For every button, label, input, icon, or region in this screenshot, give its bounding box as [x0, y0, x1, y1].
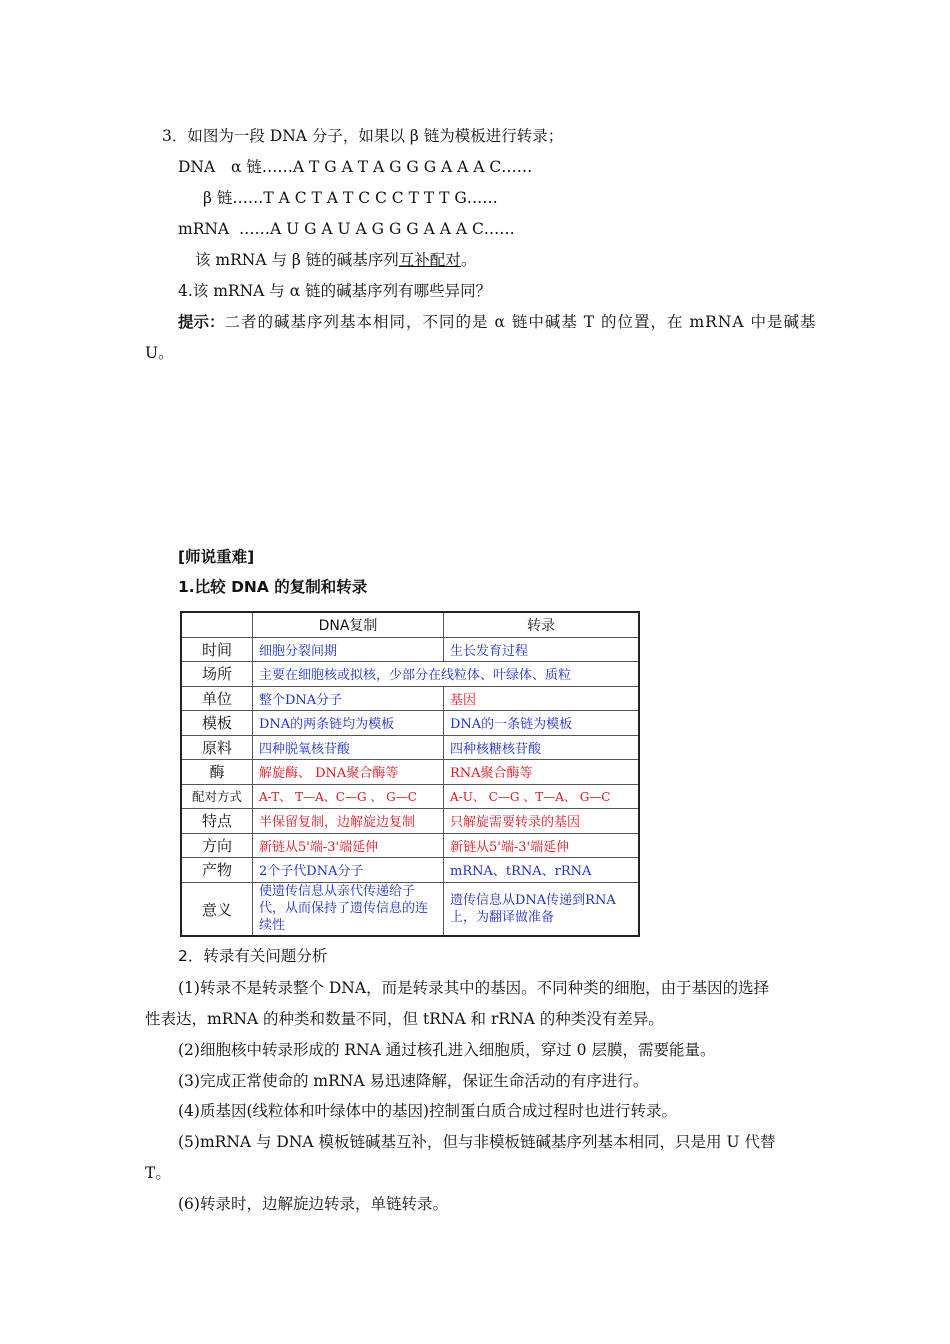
dna-label: DNA	[178, 158, 216, 176]
row-label: 原料	[181, 735, 253, 760]
table-row	[181, 809, 639, 834]
section-title: [师说重难]	[178, 548, 255, 566]
table-row	[181, 637, 639, 662]
point-1-line-1: (1)转录不是转录整个 DNA，而是转录其中的基因。不同种类的细胞，由于基因的选择	[178, 979, 770, 997]
comparison-heading: 1.比较 DNA 的复制和转录	[178, 578, 368, 596]
transcription-cell: 四种核糖核苷酸	[444, 735, 640, 760]
row-label: 方向	[181, 833, 253, 858]
pairing-answer: 互补配对	[398, 251, 461, 269]
dna-cell: 使遗传信息从亲代传递给子代，从而保持了遗传信息的连续性	[253, 882, 444, 936]
comparison-table	[180, 611, 640, 937]
row-label: 意义	[181, 882, 253, 936]
q4-hint	[178, 311, 817, 333]
point-5-line-1: (5)mRNA 与 DNA 模板链碱基互补，但与非模板链碱基序列基本相同，只是用 U 代替	[178, 1133, 776, 1151]
hint-label: 提示：	[178, 313, 225, 331]
transcription-cell: DNA的一条链为模板	[444, 711, 640, 736]
table-row	[181, 760, 639, 785]
beta-strand: β 链……T A C T A T C C C T T T G……	[203, 189, 498, 207]
dna-cell: A-T、 T—A、C—G 、 G—C	[253, 784, 444, 809]
table-row	[181, 711, 639, 736]
table-row	[181, 833, 639, 858]
pairing-suffix: 。	[460, 251, 477, 269]
transcription-cell: 遗传信息从DNA传递到RNA上，为翻译做准备	[444, 882, 640, 936]
q3-intro: 3．如图为一段 DNA 分子，如果以 β 链为模板进行转录；	[162, 127, 564, 145]
transcription-cell: 只解旋需要转录的基因	[444, 809, 640, 834]
row-label: 时间	[181, 637, 253, 662]
row-label: 特点	[181, 809, 253, 834]
row-label: 模板	[181, 711, 253, 736]
transcription-cell: 基因	[444, 686, 640, 711]
point-1-line-2: 性表达，mRNA 的种类和数量不同，但 tRNA 和 rRNA 的种类没有差异。	[145, 1010, 664, 1028]
row-label: 场所	[181, 662, 253, 687]
pairing-prefix: 该 mRNA 与 β 链的碱基序列	[195, 251, 399, 269]
table-row	[181, 735, 639, 760]
table-row	[181, 686, 639, 711]
dna-cell: 2个子代DNA分子	[253, 858, 444, 883]
dna-cell: 解旋酶、 DNA聚合酶等	[253, 760, 444, 785]
transcription-cell: 新链从5'端-3'端延伸	[444, 833, 640, 858]
row-label: 产物	[181, 858, 253, 883]
alpha-strand: α 链……A T G A T A G G G A A A C……	[231, 158, 533, 176]
table-row	[181, 882, 639, 936]
table-row	[181, 662, 639, 687]
point-5-line-2: T。	[145, 1164, 171, 1182]
row-label: 配对方式	[181, 784, 253, 809]
point-2: (2)细胞核中转录形成的 RNA 通过核孔进入细胞质，穿过 0 层膜，需要能量。	[178, 1041, 716, 1059]
header-transcription: 转录	[444, 612, 640, 637]
dna-cell: 细胞分裂间期	[253, 637, 444, 662]
dna-cell: 四种脱氧核苷酸	[253, 735, 444, 760]
transcription-cell: 生长发育过程	[444, 637, 640, 662]
point-6: (6)转录时，边解旋边转录，单链转录。	[178, 1195, 448, 1213]
dna-cell: 半保留复制，边解旋边复制	[253, 809, 444, 834]
hint-line2: U。	[145, 344, 174, 362]
transcription-cell: A-U、 C—G 、T—A、 G—C	[444, 784, 640, 809]
table-header-row	[181, 612, 639, 637]
point-3: (3)完成正常使命的 mRNA 易迅速降解，保证生命活动的有序进行。	[178, 1072, 649, 1090]
merged-cell: 主要在细胞核或拟核，少部分在线粒体、叶绿体、质粒	[253, 662, 640, 687]
dna-cell: 整个DNA分子	[253, 686, 444, 711]
analysis-heading: 2．转录有关问题分析	[178, 947, 328, 965]
table-row	[181, 784, 639, 809]
header-blank	[181, 612, 253, 637]
dna-cell: DNA的两条链均为模板	[253, 711, 444, 736]
transcription-cell: RNA聚合酶等	[444, 760, 640, 785]
row-label: 酶	[181, 760, 253, 785]
mrna-sequence: ……A U G A U A G G G A A A C……	[239, 220, 515, 238]
row-label: 单位	[181, 686, 253, 711]
pairing-statement	[195, 249, 476, 271]
hint-line1: 二者的碱基序列基本相同，不同的是 α 链中碱基 T 的位置，在 mRNA 中是碱基	[224, 313, 817, 331]
dna-cell: 新链从5'端-3'端延伸	[253, 833, 444, 858]
mrna-label: mRNA	[178, 220, 230, 238]
header-dna-replication: DNA复制	[253, 612, 444, 637]
point-4: (4)质基因(线粒体和叶绿体中的基因)控制蛋白质合成过程时也进行转录。	[178, 1102, 678, 1120]
table-row	[181, 858, 639, 883]
q4-question: 4.该 mRNA 与 α 链的碱基序列有哪些异同？	[178, 282, 492, 300]
transcription-cell: mRNA、tRNA、rRNA	[444, 858, 640, 883]
